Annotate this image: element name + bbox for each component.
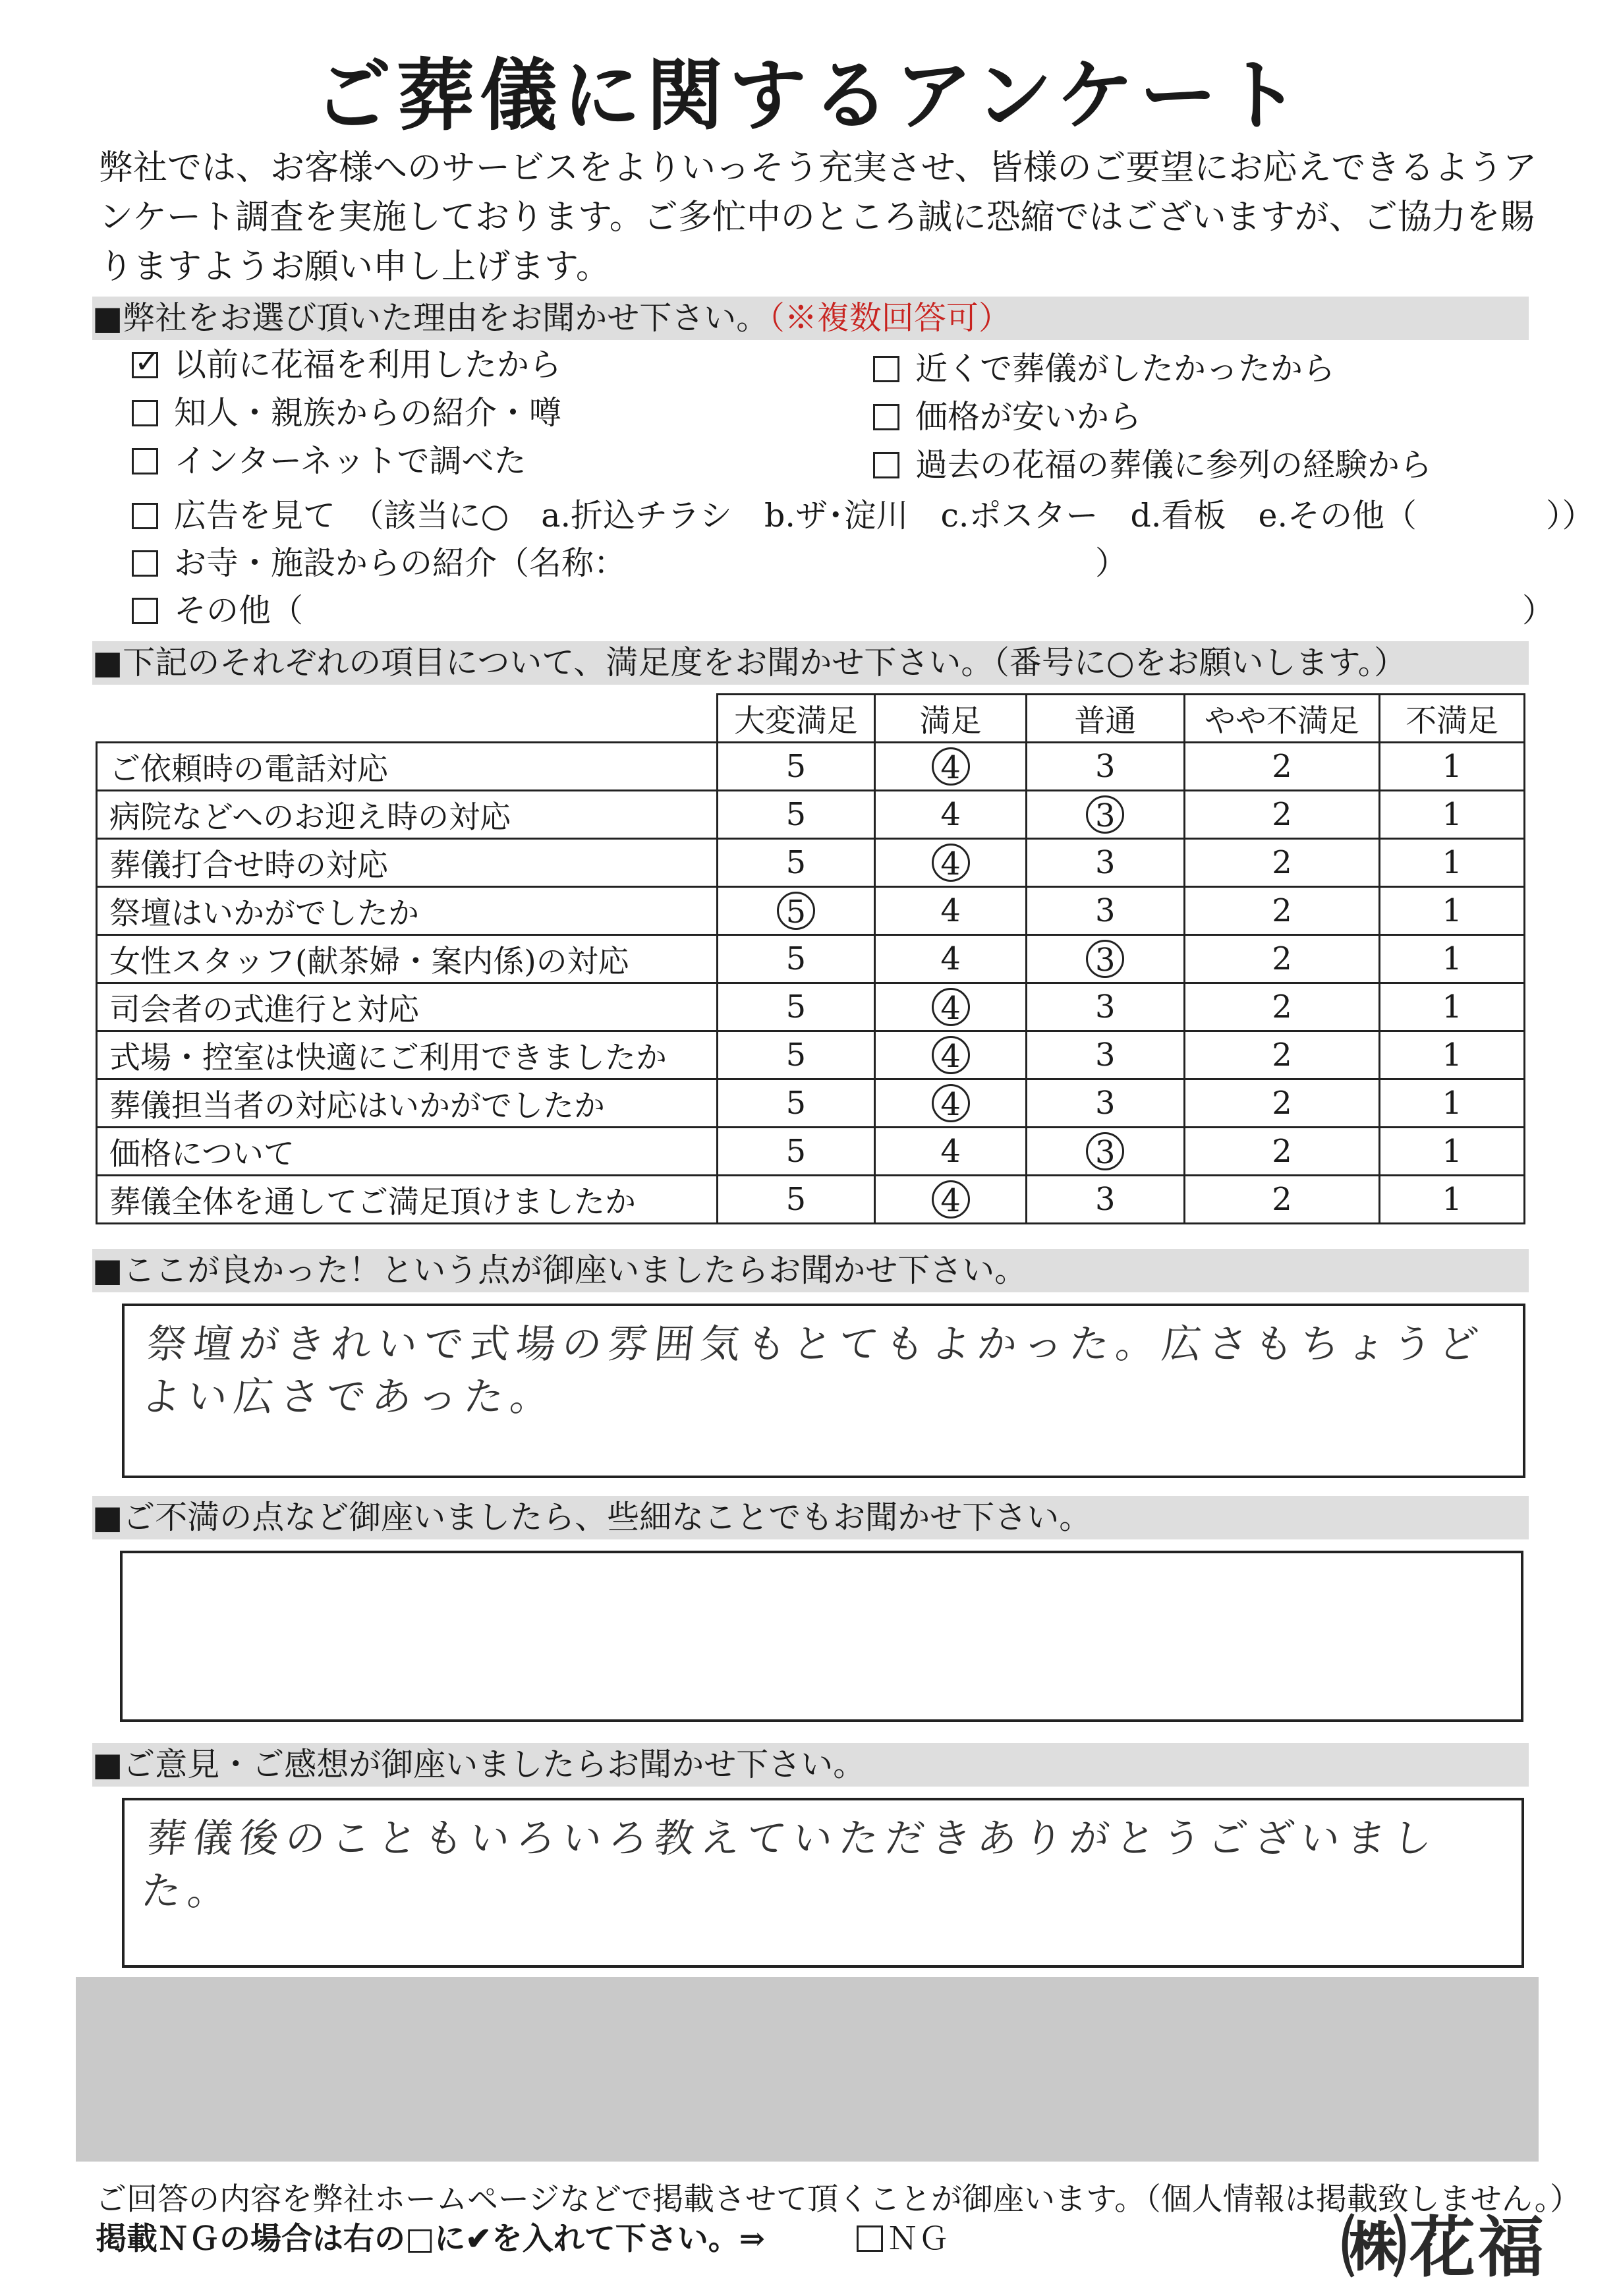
score-value: 3 (1095, 844, 1116, 881)
row-label: 病院などへのお迎え時の対応 (97, 791, 718, 839)
section4-heading: ■ご不満の点など御座いましたら、些細なことでもお聞かせ下さい。 (92, 1496, 1529, 1539)
score-cell[interactable] (1026, 1079, 1184, 1128)
score-value: 1 (1442, 1037, 1462, 1074)
score-value: 1 (1442, 748, 1462, 785)
score-value: 4 (940, 1133, 961, 1170)
score-cell[interactable] (1026, 791, 1184, 839)
score-cell[interactable] (717, 983, 875, 1031)
score-cell[interactable] (717, 1128, 875, 1176)
checkbox[interactable] (132, 550, 158, 577)
row-label: 葬儀全体を通してご満足頂けましたか (97, 1176, 718, 1224)
reason-options-right (873, 349, 1432, 485)
score-value: 2 (1272, 796, 1292, 833)
column-header: 満足 (875, 695, 1027, 743)
circled-score: 4 (932, 988, 970, 1026)
score-cell[interactable] (717, 1079, 875, 1128)
temple-close-paren: ） (1095, 544, 1128, 582)
score-cell[interactable] (1380, 983, 1525, 1031)
score-cell[interactable] (1184, 743, 1380, 791)
score-cell[interactable] (717, 935, 875, 983)
score-value: 3 (1095, 748, 1116, 785)
reason-options-left (132, 345, 561, 481)
reason-option[interactable]: ✓以前に花福を利用したから (132, 345, 561, 385)
score-cell[interactable] (717, 887, 875, 935)
row-label: 価格について (97, 1128, 718, 1176)
score-cell[interactable] (875, 1128, 1027, 1176)
other-close-paren: ） (1522, 592, 1555, 629)
score-value: 4 (940, 892, 961, 929)
score-cell[interactable] (1184, 1176, 1380, 1224)
section2-heading: ■下記のそれぞれの項目について、満足度をお聞かせ下さい。（番号に○をお願いします。） (92, 641, 1529, 685)
score-cell[interactable] (717, 743, 875, 791)
score-cell[interactable] (1380, 743, 1525, 791)
circled-score: 4 (932, 1036, 970, 1074)
score-value: 1 (1442, 1181, 1462, 1218)
score-cell[interactable] (717, 1031, 875, 1079)
score-value: 2 (1272, 1181, 1292, 1218)
reason-option[interactable]: 価格が安いから (873, 397, 1432, 437)
score-value: 5 (785, 1037, 807, 1074)
table-row (97, 743, 1525, 791)
score-cell[interactable] (1026, 839, 1184, 887)
score-cell[interactable] (1380, 935, 1525, 983)
row-label: 葬儀担当者の対応はいかがでしたか (97, 1079, 718, 1128)
score-cell[interactable] (1184, 839, 1380, 887)
row-label: ご依頼時の電話対応 (97, 743, 718, 791)
score-cell[interactable] (717, 839, 875, 887)
section5-heading: ■ご意見・ご感想が御座いましたらお聞かせ下さい。 (92, 1743, 1529, 1787)
score-value: 3 (1095, 892, 1116, 929)
reason-option-other[interactable]: その他（ (132, 591, 303, 631)
score-cell[interactable] (1026, 983, 1184, 1031)
score-cell[interactable] (717, 791, 875, 839)
multiple-answer-note: （※複数回答可） (768, 299, 1011, 337)
score-cell[interactable] (1184, 1079, 1380, 1128)
table-row (97, 1079, 1525, 1128)
score-value: 2 (1272, 1037, 1292, 1074)
reason-option[interactable]: 知人・親族からの紹介・噂 (132, 393, 561, 433)
score-cell[interactable] (1026, 1031, 1184, 1079)
score-value: 5 (785, 1085, 807, 1122)
ng-instruction: 掲載ＮＧの場合は右の□に✔を入れて下さい。⇒ (96, 2221, 766, 2257)
table-row (97, 935, 1525, 983)
circled-score: 5 (777, 892, 815, 930)
table-row (97, 1031, 1525, 1079)
checkbox[interactable] (873, 356, 899, 382)
circled-score: 4 (932, 1180, 970, 1219)
score-value: 5 (785, 1181, 807, 1218)
score-cell[interactable] (717, 1176, 875, 1224)
score-value: 3 (1095, 989, 1116, 1025)
score-value: 5 (785, 989, 807, 1025)
circled-score: 3 (1086, 1132, 1124, 1170)
score-cell[interactable] (1184, 887, 1380, 935)
score-cell[interactable] (1380, 791, 1525, 839)
score-value: 1 (1442, 1085, 1462, 1122)
score-cell[interactable] (875, 1031, 1027, 1079)
score-cell[interactable] (875, 887, 1027, 935)
checkbox[interactable] (132, 400, 158, 426)
row-label: 葬儀打合せ時の対応 (97, 839, 718, 887)
ng-checkbox[interactable] (857, 2225, 883, 2252)
checkbox[interactable] (132, 448, 158, 474)
score-value: 5 (785, 940, 807, 977)
table-row (97, 839, 1525, 887)
score-value: 3 (1095, 1037, 1116, 1074)
score-value: 2 (1272, 1133, 1292, 1170)
score-cell[interactable] (875, 743, 1027, 791)
score-value: 1 (1442, 989, 1462, 1025)
score-value: 2 (1272, 892, 1292, 929)
column-header: やや不満足 (1184, 695, 1380, 743)
score-value: 2 (1272, 844, 1292, 881)
good-points-answer-box[interactable] (122, 1304, 1525, 1478)
score-value: 3 (1095, 1181, 1116, 1218)
score-cell[interactable] (875, 983, 1027, 1031)
circled-score: 3 (1086, 795, 1124, 834)
score-value: 5 (785, 748, 807, 785)
score-value: 5 (785, 796, 807, 833)
section1-heading: ■弊社をお選び頂いた理由をお聞かせ下さい。（※複数回答可） (92, 297, 1529, 340)
table-row (97, 887, 1525, 935)
reason-option[interactable]: 近くで葬儀がしたかったから (873, 349, 1432, 389)
table-row (97, 1176, 1525, 1224)
row-label: 式場・控室は快適にご利用できましたか (97, 1031, 718, 1079)
score-cell[interactable] (1026, 743, 1184, 791)
score-value: 2 (1272, 748, 1292, 785)
score-cell[interactable] (1184, 1128, 1380, 1176)
score-cell[interactable] (1380, 1176, 1525, 1224)
section3-heading: ■ここが良かった！という点が御座いましたらお聞かせ下さい。 (92, 1249, 1529, 1292)
company-logo: ㈱花福 (1341, 2209, 1547, 2286)
circled-score: 4 (932, 844, 970, 882)
circled-score: 3 (1086, 940, 1124, 978)
checkbox[interactable] (132, 598, 158, 624)
score-cell[interactable] (1184, 1031, 1380, 1079)
score-cell[interactable] (1184, 935, 1380, 983)
score-value: 4 (940, 940, 961, 977)
score-value: 1 (1442, 796, 1462, 833)
score-cell[interactable] (875, 791, 1027, 839)
reason-option[interactable]: 過去の花福の葬儀に参列の経験から (873, 445, 1432, 485)
page-title: ご葬儀に関するアンケート (314, 49, 1305, 141)
complaints-handwriting (121, 1553, 1522, 1577)
score-value: 4 (940, 796, 961, 833)
row-label: 司会者の式進行と対応 (97, 983, 718, 1031)
satisfaction-table (96, 693, 1525, 1224)
table-header-row (97, 695, 1525, 743)
score-cell[interactable] (1026, 1176, 1184, 1224)
checkbox[interactable] (873, 404, 899, 430)
score-cell[interactable] (875, 839, 1027, 887)
circled-score: 4 (932, 1084, 970, 1122)
redacted-area (76, 1977, 1539, 2162)
score-cell[interactable] (1026, 1128, 1184, 1176)
column-header: 不満足 (1380, 695, 1525, 743)
score-cell[interactable] (1380, 887, 1525, 935)
score-value: 2 (1272, 940, 1292, 977)
opinions-answer-box[interactable] (122, 1798, 1524, 1968)
circled-score: 4 (932, 747, 970, 786)
score-value: 1 (1442, 892, 1462, 929)
score-cell[interactable] (1380, 1079, 1525, 1128)
table-row (97, 983, 1525, 1031)
reason-option-advertisement[interactable]: 広告を見て （該当に○ a.折込チラシ b.ザ･淀川 c.ポスター d.看板 e.その他（ ）） (132, 496, 1595, 536)
score-value: 2 (1272, 1085, 1292, 1122)
score-cell[interactable] (875, 1176, 1027, 1224)
score-value: 1 (1442, 1133, 1462, 1170)
opinions-handwriting: 葬儀後のこともいろいろ教えていただきありがとうございました。 (139, 1816, 1441, 1914)
score-value: 3 (1095, 1085, 1116, 1122)
ng-option[interactable]: ＮＧ (857, 2214, 949, 2258)
score-cell[interactable] (1026, 887, 1184, 935)
score-cell[interactable] (875, 935, 1027, 983)
checkbox-checked[interactable] (132, 352, 158, 378)
score-value: 2 (1272, 989, 1292, 1025)
score-value: 1 (1442, 940, 1462, 977)
score-cell[interactable] (1184, 791, 1380, 839)
score-cell[interactable] (1380, 1128, 1525, 1176)
score-value: 1 (1442, 844, 1462, 881)
score-cell[interactable] (1380, 1031, 1525, 1079)
checkbox[interactable] (132, 503, 158, 529)
column-header: 大変満足 (717, 695, 875, 743)
score-value: 5 (785, 844, 807, 881)
table-corner (97, 695, 718, 743)
publication-note: ご回答の内容を弊社ホームページなどで掲載させて頂くことが御座います。（個人情報は掲載致しません。） (96, 2181, 1581, 2218)
column-header: 普通 (1026, 695, 1184, 743)
score-value: 5 (785, 1133, 807, 1170)
score-cell[interactable] (875, 1079, 1027, 1128)
reason-option-temple[interactable]: お寺・施設からの紹介（名称： (132, 544, 626, 583)
row-label: 女性スタッフ(献茶婦・案内係)の対応 (97, 935, 718, 983)
score-cell[interactable] (1380, 839, 1525, 887)
table-row (97, 1128, 1525, 1176)
reason-option[interactable]: インターネットで調べた (132, 442, 561, 481)
good-points-handwriting: 祭壇がきれいで式場の雰囲気もとてもよかった。広さもちょうどよい広さであった。 (139, 1321, 1487, 1420)
complaints-answer-box[interactable] (120, 1551, 1523, 1722)
table-row (97, 791, 1525, 839)
score-cell[interactable] (1026, 935, 1184, 983)
checkbox[interactable] (873, 452, 899, 478)
score-cell[interactable] (1184, 983, 1380, 1031)
row-label: 祭壇はいかがでしたか (97, 887, 718, 935)
intro-text: 弊社では、お客様へのサービスをよりいっそう充実させ、皆様のご要望にお応えできるようアンケート調査を実施しております。ご多忙中のところ誠に恐縮ではございますが、ご協力を賜りますようお願い申し上げます。 (99, 148, 1537, 287)
